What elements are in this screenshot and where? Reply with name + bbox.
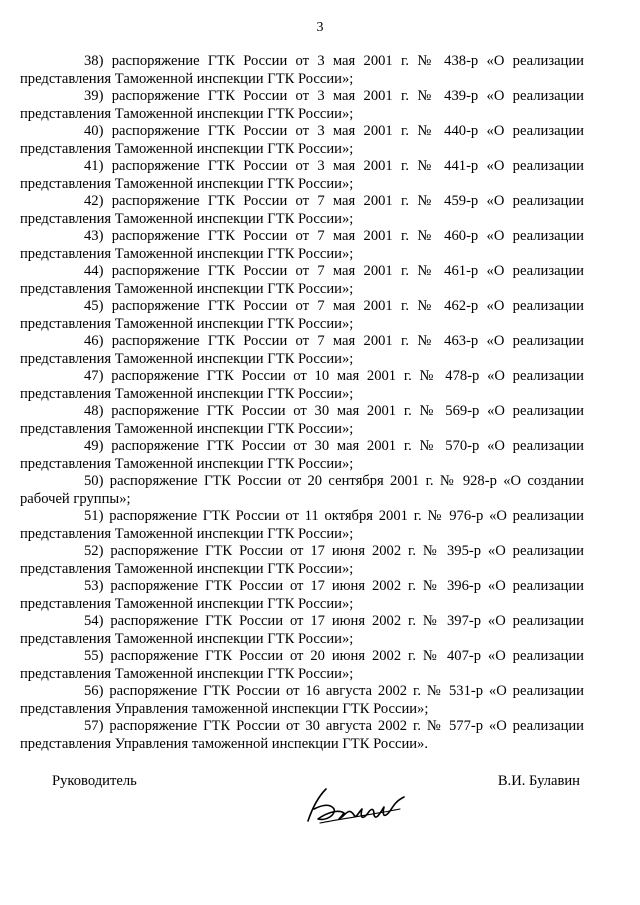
list-item-line-2: представления Таможенной инспекции ГТК России»; xyxy=(20,175,354,192)
list-item xyxy=(20,158,584,193)
list-item-line-2: представления Таможенной инспекции ГТК России»; xyxy=(20,630,354,647)
decree-list xyxy=(20,53,584,753)
list-item-line-1: 39) распоряжение ГТК России от 3 мая 2001 г. № 439-р «О реализации xyxy=(84,88,584,104)
list-item xyxy=(20,88,584,123)
list-item-line-1: 49) распоряжение ГТК России от 30 мая 2001 г. № 570-р «О реализации xyxy=(84,438,584,454)
list-item-line-1: 47) распоряжение ГТК России от 10 мая 2001 г. № 478-р «О реализации xyxy=(84,368,584,384)
list-item-line-1: 43) распоряжение ГТК России от 7 мая 2001 г. № 460-р «О реализации xyxy=(84,228,584,244)
list-item-line-2: представления Таможенной инспекции ГТК России»; xyxy=(20,595,354,612)
list-item xyxy=(20,123,584,158)
page-number: 3 xyxy=(316,20,324,35)
list-item-line-2: представления Таможенной инспекции ГТК России»; xyxy=(20,350,354,367)
list-item-line-1: 46) распоряжение ГТК России от 7 мая 2001 г. № 463-р «О реализации xyxy=(84,333,584,349)
list-item-line-1: 42) распоряжение ГТК России от 7 мая 2001 г. № 459-р «О реализации xyxy=(84,193,584,209)
list-item-line-1: 54) распоряжение ГТК России от 17 июня 2002 г. № 397-р «О реализации xyxy=(84,613,584,629)
list-item-line-2: представления Таможенной инспекции ГТК России»; xyxy=(20,385,354,402)
list-item-line-1: 48) распоряжение ГТК России от 30 мая 2001 г. № 569-р «О реализации xyxy=(84,403,584,419)
list-item xyxy=(20,473,584,508)
list-item xyxy=(20,368,584,403)
list-item-line-1: 44) распоряжение ГТК России от 7 мая 2001 г. № 461-р «О реализации xyxy=(84,263,584,279)
signatory-role: Руководитель xyxy=(52,773,137,789)
list-item-line-2: представления Таможенной инспекции ГТК России»; xyxy=(20,315,354,332)
list-item xyxy=(20,578,584,613)
handwritten-signature xyxy=(300,779,410,829)
list-item xyxy=(20,613,584,648)
list-item-line-1: 56) распоряжение ГТК России от 16 августа 2002 г. № 531-р «О реализации xyxy=(84,683,584,699)
list-item xyxy=(20,193,584,228)
list-item xyxy=(20,53,584,88)
list-item-line-2: рабочей группы»; xyxy=(20,490,131,507)
list-item-line-1: 40) распоряжение ГТК России от 3 мая 2001 г. № 440-р «О реализации xyxy=(84,123,584,139)
list-item-line-1: 53) распоряжение ГТК России от 17 июня 2002 г. № 396-р «О реализации xyxy=(84,578,584,594)
list-item xyxy=(20,438,584,473)
list-item xyxy=(20,648,584,683)
signatory-name: В.И. Булавин xyxy=(497,773,580,789)
list-item-line-1: 50) распоряжение ГТК России от 20 сентября 2001 г. № 928-р «О создании xyxy=(84,473,584,489)
list-item xyxy=(20,403,584,438)
list-item-line-1: 57) распоряжение ГТК России от 30 августа 2002 г. № 577-р «О реализации xyxy=(84,718,584,734)
list-item-line-1: 55) распоряжение ГТК России от 20 июня 2002 г. № 407-р «О реализации xyxy=(84,648,584,664)
list-item-line-1: 38) распоряжение ГТК России от 3 мая 2001 г. № 438-р «О реализации xyxy=(84,53,584,69)
list-item-line-2: представления Управления таможенной инспекции ГТК России»; xyxy=(20,700,429,717)
list-item-line-2: представления Таможенной инспекции ГТК России»; xyxy=(20,455,354,472)
list-item xyxy=(20,718,584,753)
list-item xyxy=(20,263,584,298)
list-item-line-2: представления Управления таможенной инспекции ГТК России». xyxy=(20,735,429,752)
signature-block xyxy=(52,773,584,833)
list-item xyxy=(20,508,584,543)
list-item-line-2: представления Таможенной инспекции ГТК России»; xyxy=(20,420,354,437)
list-item-line-2: представления Таможенной инспекции ГТК России»; xyxy=(20,665,354,682)
list-item-line-2: представления Таможенной инспекции ГТК России»; xyxy=(20,105,354,122)
list-item-line-2: представления Таможенной инспекции ГТК России»; xyxy=(20,560,354,577)
list-item-line-2: представления Таможенной инспекции ГТК России»; xyxy=(20,140,354,157)
list-item-line-1: 41) распоряжение ГТК России от 3 мая 2001 г. № 441-р «О реализации xyxy=(84,158,584,174)
list-item xyxy=(20,543,584,578)
list-item-line-1: 45) распоряжение ГТК России от 7 мая 2001 г. № 462-р «О реализации xyxy=(84,298,584,314)
list-item xyxy=(20,333,584,368)
list-item xyxy=(20,683,584,718)
list-item-line-2: представления Таможенной инспекции ГТК России»; xyxy=(20,280,354,297)
list-item xyxy=(20,228,584,263)
list-item-line-1: 51) распоряжение ГТК России от 11 октября 2001 г. № 976-р «О реализации xyxy=(84,508,584,524)
list-item-line-2: представления Таможенной инспекции ГТК России»; xyxy=(20,210,354,227)
list-item xyxy=(20,298,584,333)
list-item-line-1: 52) распоряжение ГТК России от 17 июня 2002 г. № 395-р «О реализации xyxy=(84,543,584,559)
list-item-line-2: представления Таможенной инспекции ГТК России»; xyxy=(20,70,354,87)
list-item-line-2: представления Таможенной инспекции ГТК России»; xyxy=(20,245,354,262)
list-item-line-2: представления Таможенной инспекции ГТК России»; xyxy=(20,525,354,542)
